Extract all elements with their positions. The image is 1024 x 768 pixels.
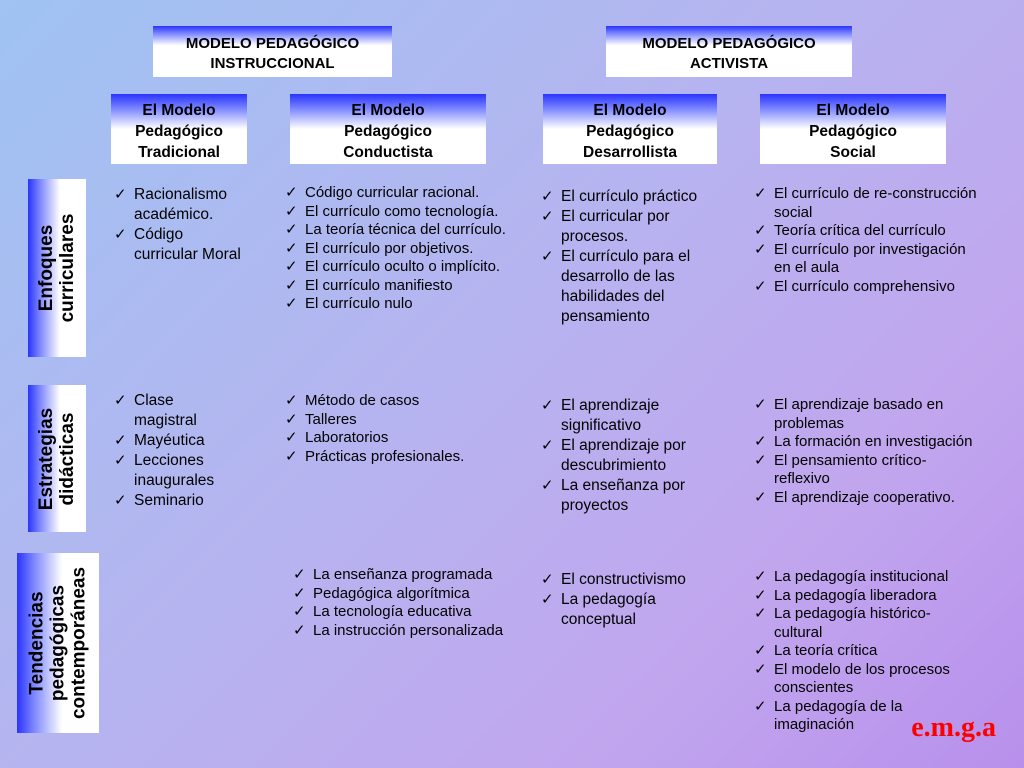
model-tradicional [111,94,247,164]
list-item-text: La pedagogía conceptual [561,591,656,628]
row-tendencias-line1: Tendencias [26,591,48,695]
list-item [285,429,515,448]
list-item-text: El aprendizaje basado en problemas [774,396,944,432]
model-tradicional-line3: Tradicional [138,143,220,161]
list-item-text: La teoría crítica [774,642,878,659]
model-desarrollista-line1: El Modelo [593,101,667,119]
header-instruccional [153,26,392,77]
checkmark-icon: ✓ [541,591,554,608]
list-item [285,448,515,467]
list-item-text: El currículo para el desarrollo de las habilidades del pensamiento [561,248,691,325]
enfoques-social-list [754,185,984,296]
tendencias-conductista-list [293,566,533,640]
model-conductista-line3: Conductista [343,143,433,161]
checkmark-icon: ✓ [114,452,127,469]
model-social-line2: Pedagógico [809,122,897,140]
model-social [760,94,946,164]
list-item-text: La instrucción personalizada [313,621,504,639]
checkmark-icon: ✓ [285,295,298,312]
list-item [285,411,515,430]
list-item-text: La formación en investigación [774,433,973,450]
checkmark-icon: ✓ [541,188,554,205]
list-item [293,603,533,622]
model-desarrollista [543,94,717,164]
row-estrategias-line1: Estrategias [36,407,57,510]
list-item [541,436,721,476]
list-item-text: La pedagogía histórico-cultural [774,605,931,641]
list-item-text: La teoría técnica del currículo. [305,221,506,238]
model-social-line1: El Modelo [816,101,890,119]
checkmark-icon: ✓ [541,477,554,494]
list-item [754,489,979,508]
checkmark-icon: ✓ [114,186,127,203]
list-item-text: El currículo de re-construcción social [774,185,977,221]
checkmark-icon: ✓ [114,392,127,409]
list-item-text: El currículo por objetivos. [305,239,474,257]
checkmark-icon: ✓ [114,226,127,243]
list-item-text: El aprendizaje cooperativo. [774,488,955,506]
list-item [114,491,239,511]
list-item-text: El currículo nulo [305,295,413,312]
author-signature: e.m.g.a [911,712,996,743]
checkmark-icon: ✓ [285,221,298,238]
list-item [754,587,964,606]
row-estrategias-line2: didácticas [57,412,78,505]
list-item-text: Código curricular Moral [134,226,241,263]
list-item-text: El currículo comprehensivo [774,277,955,295]
model-desarrollista-line3: Desarrollista [583,143,677,161]
list-item-text: El curricular por procesos. [561,208,670,245]
list-item [754,278,984,297]
checkmark-icon: ✓ [285,410,298,428]
list-item [285,277,520,296]
estrategias-desarrollista-list [541,396,721,516]
list-item-text: El pensamiento crítico-reflexivo [774,451,927,487]
list-item [285,221,520,240]
list-item [114,451,239,491]
list-item [541,187,726,207]
list-item [114,185,244,225]
header-activista-line2: ACTIVISTA [689,54,769,72]
tendencias-social-list [754,568,964,735]
list-item [293,566,533,585]
list-item-text: El modelo de los procesos conscientes [774,660,950,696]
list-item [114,431,239,451]
list-item-text: Mayéutica [134,432,205,449]
checkmark-icon: ✓ [293,566,306,583]
list-item [293,585,533,604]
list-item-text: Laboratorios [305,429,389,446]
model-conductista [290,94,486,164]
list-item-text: La pedagogía institucional [774,568,949,585]
checkmark-icon: ✓ [541,208,554,225]
list-item [754,433,979,452]
checkmark-icon: ✓ [754,185,767,202]
list-item-text: El aprendizaje significativo [561,397,660,434]
list-item [293,622,533,641]
tendencias-desarrollista-list [541,570,716,630]
row-estrategias-didacticas [28,385,86,532]
checkmark-icon: ✓ [754,433,767,450]
checkmark-icon: ✓ [541,437,554,454]
header-instruccional-line1: MODELO PEDAGÓGICO [185,34,360,52]
list-item-text: La enseñanza por proyectos [561,477,686,514]
checkmark-icon: ✓ [754,488,767,506]
checkmark-icon: ✓ [754,697,767,715]
header-instruccional-line2: INSTRUCCIONAL [210,54,335,72]
list-item-text: El currículo manifiesto [305,276,453,294]
list-item-text: Prácticas profesionales. [305,447,465,465]
list-item [754,222,984,241]
checkmark-icon: ✓ [293,603,306,620]
checkmark-icon: ✓ [754,396,767,413]
list-item [754,396,979,433]
list-item-text: Pedagógica algorítmica [313,584,470,602]
list-item-text: Clase magistral [134,392,197,429]
list-item-text: Lecciones inaugurales [134,452,215,489]
checkmark-icon: ✓ [285,392,298,409]
checkmark-icon: ✓ [285,447,298,465]
row-enfoques-line1: Enfoques [36,224,57,312]
checkmark-icon: ✓ [754,222,767,239]
list-item [285,295,520,314]
list-item-text: El currículo por investigación en el aula [774,240,966,276]
header-activista-line1: MODELO PEDAGÓGICO [642,34,816,52]
list-item [285,258,520,277]
header-activista [606,26,852,77]
list-item-text: Código curricular racional. [305,184,480,201]
checkmark-icon: ✓ [754,586,767,604]
list-item [285,184,520,203]
list-item-text: Método de casos [305,392,420,409]
row-enfoques-line2: curriculares [57,213,78,323]
model-conductista-line1: El Modelo [351,101,425,119]
checkmark-icon: ✓ [293,621,306,639]
list-item [285,203,520,222]
checkmark-icon: ✓ [285,184,298,201]
list-item [285,392,515,411]
list-item-text: El currículo como tecnología. [305,202,499,220]
list-item [285,240,520,259]
list-item-text: La tecnología educativa [313,603,472,620]
list-item [754,241,984,278]
list-item [754,661,964,698]
enfoques-desarrollista-list [541,187,726,327]
list-item-text: El constructivismo [561,571,686,588]
estrategias-social-list [754,396,979,507]
list-item [754,185,984,222]
list-item-text: La enseñanza programada [313,566,493,583]
checkmark-icon: ✓ [754,642,767,659]
checkmark-icon: ✓ [293,584,306,602]
checkmark-icon: ✓ [754,660,767,678]
list-item [754,642,964,661]
list-item [541,476,721,516]
model-tradicional-line2: Pedagógico [135,122,223,140]
list-item-text: El currículo oculto o implícito. [305,258,501,275]
checkmark-icon: ✓ [754,568,767,585]
list-item-text: El aprendizaje por descubrimiento [561,437,686,474]
checkmark-icon: ✓ [114,432,127,449]
checkmark-icon: ✓ [285,239,298,257]
list-item-text: Racionalismo académico. [134,186,228,223]
list-item-text: La pedagogía de la imaginación [774,697,903,733]
checkmark-icon: ✓ [285,202,298,220]
list-item [754,452,979,489]
model-tradicional-line1: El Modelo [142,101,216,119]
model-desarrollista-line2: Pedagógico [586,122,674,140]
checkmark-icon: ✓ [541,397,554,414]
list-item [114,391,239,431]
checkmark-icon: ✓ [541,571,554,588]
list-item [541,590,716,630]
model-conductista-line2: Pedagógico [344,122,432,140]
checkmark-icon: ✓ [285,258,298,275]
enfoques-conductista-list [285,184,520,314]
list-item-text: Seminario [134,492,204,509]
checkmark-icon: ✓ [754,605,767,622]
checkmark-icon: ✓ [114,492,127,509]
checkmark-icon: ✓ [285,429,298,446]
row-tendencias-pedagogicas [17,553,99,733]
list-item [754,568,964,587]
list-item [541,570,716,590]
enfoques-tradicional-list [114,185,244,265]
checkmark-icon: ✓ [285,276,298,294]
estrategias-tradicional-list [114,391,239,511]
list-item [754,605,964,642]
model-social-line3: Social [830,143,876,161]
row-tendencias-line3: contemporáneas [68,566,90,720]
list-item [541,207,726,247]
list-item-text: El currículo práctico [561,188,698,205]
list-item-text: La pedagogía liberadora [774,586,937,604]
list-item [114,225,244,265]
list-item [541,247,726,327]
checkmark-icon: ✓ [541,248,554,265]
checkmark-icon: ✓ [754,240,767,258]
list-item-text: Talleres [305,410,357,428]
checkmark-icon: ✓ [754,451,767,469]
list-item [541,396,721,436]
checkmark-icon: ✓ [754,277,767,295]
estrategias-conductista-list [285,392,515,466]
row-enfoques-curriculares [28,179,86,357]
row-tendencias-line2: pedagógicas [47,584,69,702]
list-item-text: Teoría crítica del currículo [774,222,946,239]
